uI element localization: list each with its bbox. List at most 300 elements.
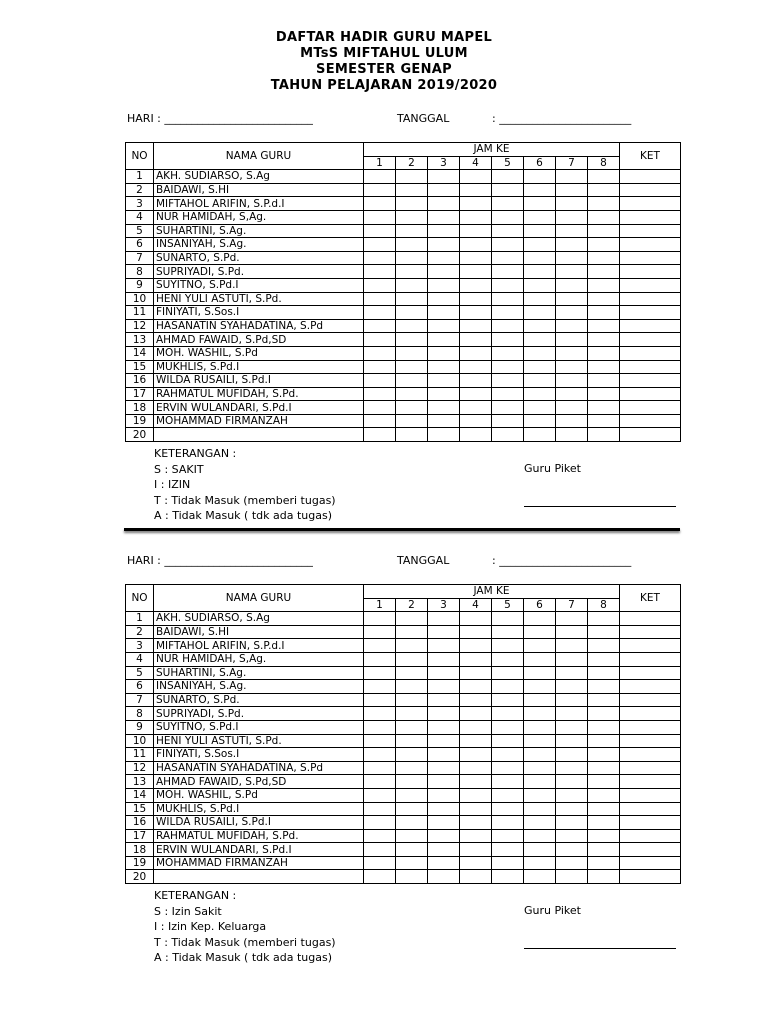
jam-header: 6: [524, 598, 556, 612]
guru-piket-label: Guru Piket: [524, 462, 581, 475]
signature-line: [524, 506, 676, 507]
table-row: [126, 748, 681, 762]
jam-cell: [524, 278, 556, 292]
row-number: 9: [126, 278, 154, 292]
legend-2: [154, 888, 336, 966]
jam-cell: [492, 870, 524, 884]
jam-cell: [396, 625, 428, 639]
jam-cell: [396, 265, 428, 279]
jam-cell: [556, 238, 588, 252]
jam-header: 5: [492, 156, 524, 170]
jam-cell: [460, 829, 492, 843]
jam-header: 4: [460, 156, 492, 170]
table-row: [126, 639, 681, 653]
jam-cell: [460, 652, 492, 666]
row-number: 1: [126, 170, 154, 184]
row-number: 11: [126, 306, 154, 320]
table-row: [126, 652, 681, 666]
jam-cell: [492, 197, 524, 211]
teacher-name: [154, 870, 364, 884]
jam-cell: [556, 319, 588, 333]
jam-cell: [460, 224, 492, 238]
row-number: 15: [126, 360, 154, 374]
table-row: [126, 856, 681, 870]
ket-cell: [620, 693, 681, 707]
ket-cell: [620, 333, 681, 347]
jam-cell: [428, 666, 460, 680]
jam-cell: [396, 680, 428, 694]
jam-cell: [556, 816, 588, 830]
attendance-table-2: [125, 584, 681, 884]
row-number: 3: [126, 639, 154, 653]
ket-cell: [620, 856, 681, 870]
jam-cell: [492, 265, 524, 279]
col-header-jam: JAM KE: [364, 585, 620, 599]
jam-cell: [492, 333, 524, 347]
jam-cell: [364, 843, 396, 857]
teacher-name: ERVIN WULANDARI, S.Pd.I: [154, 843, 364, 857]
jam-cell: [588, 625, 620, 639]
ket-cell: [620, 224, 681, 238]
jam-cell: [492, 183, 524, 197]
teacher-name: MOHAMMAD FIRMANZAH: [154, 414, 364, 428]
jam-cell: [428, 816, 460, 830]
jam-cell: [396, 734, 428, 748]
jam-cell: [556, 788, 588, 802]
ket-cell: [620, 802, 681, 816]
jam-cell: [524, 428, 556, 442]
jam-cell: [396, 333, 428, 347]
jam-cell: [396, 639, 428, 653]
jam-cell: [588, 428, 620, 442]
jam-cell: [460, 170, 492, 184]
ket-cell: [620, 843, 681, 857]
legend-item: A : Tidak Masuk ( tdk ada tugas): [154, 951, 332, 964]
ket-cell: [620, 720, 681, 734]
jam-cell: [364, 265, 396, 279]
jam-cell: [524, 360, 556, 374]
jam-cell: [492, 666, 524, 680]
jam-cell: [524, 319, 556, 333]
jam-cell: [460, 802, 492, 816]
jam-cell: [364, 761, 396, 775]
jam-header: 2: [396, 156, 428, 170]
teacher-name: HENI YULI ASTUTI, S.Pd.: [154, 292, 364, 306]
jam-cell: [364, 856, 396, 870]
ket-cell: [620, 374, 681, 388]
row-number: 18: [126, 843, 154, 857]
row-number: 14: [126, 788, 154, 802]
jam-cell: [492, 374, 524, 388]
jam-cell: [460, 761, 492, 775]
jam-cell: [524, 829, 556, 843]
jam-cell: [428, 775, 460, 789]
ket-cell: [620, 210, 681, 224]
section-divider: [124, 528, 680, 531]
teacher-name: AKH. SUDIARSO, S.Ag: [154, 170, 364, 184]
jam-cell: [396, 238, 428, 252]
jam-cell: [364, 734, 396, 748]
jam-cell: [364, 306, 396, 320]
row-number: 19: [126, 856, 154, 870]
ket-cell: [620, 707, 681, 721]
jam-cell: [524, 401, 556, 415]
ket-cell: [620, 170, 681, 184]
jam-cell: [556, 775, 588, 789]
jam-cell: [524, 170, 556, 184]
jam-cell: [460, 693, 492, 707]
jam-cell: [428, 401, 460, 415]
jam-cell: [396, 428, 428, 442]
jam-cell: [364, 401, 396, 415]
table-row: [126, 346, 681, 360]
jam-cell: [364, 612, 396, 626]
legend-item: S : SAKIT: [154, 462, 204, 476]
jam-cell: [396, 197, 428, 211]
jam-cell: [492, 802, 524, 816]
table-row: [126, 210, 681, 224]
jam-cell: [524, 387, 556, 401]
jam-cell: [492, 775, 524, 789]
jam-cell: [524, 333, 556, 347]
jam-cell: [492, 748, 524, 762]
jam-cell: [588, 251, 620, 265]
row-number: 4: [126, 652, 154, 666]
table-row: [126, 306, 681, 320]
jam-cell: [556, 856, 588, 870]
row-number: 20: [126, 428, 154, 442]
jam-cell: [588, 210, 620, 224]
jam-cell: [396, 306, 428, 320]
jam-cell: [524, 666, 556, 680]
legend-item: S : Izin Sakit: [154, 904, 222, 918]
jam-cell: [556, 292, 588, 306]
jam-cell: [396, 414, 428, 428]
jam-cell: [364, 788, 396, 802]
jam-cell: [556, 333, 588, 347]
jam-cell: [428, 693, 460, 707]
ket-cell: [620, 680, 681, 694]
row-number: 16: [126, 816, 154, 830]
jam-cell: [428, 707, 460, 721]
jam-cell: [588, 748, 620, 762]
jam-cell: [588, 816, 620, 830]
jam-cell: [428, 680, 460, 694]
legend-1: [154, 446, 336, 524]
ket-cell: [620, 761, 681, 775]
jam-cell: [588, 278, 620, 292]
jam-cell: [492, 856, 524, 870]
jam-cell: [556, 720, 588, 734]
jam-cell: [524, 292, 556, 306]
jam-cell: [588, 707, 620, 721]
jam-cell: [460, 625, 492, 639]
ket-cell: [620, 748, 681, 762]
jam-header: 3: [428, 156, 460, 170]
table-row: [126, 251, 681, 265]
table-row: [126, 374, 681, 388]
tanggal-label: TANGGAL: [397, 112, 450, 125]
ket-cell: [620, 870, 681, 884]
ket-cell: [620, 251, 681, 265]
jam-cell: [364, 183, 396, 197]
jam-cell: [460, 612, 492, 626]
row-number: 12: [126, 319, 154, 333]
jam-cell: [524, 775, 556, 789]
jam-cell: [396, 829, 428, 843]
jam-cell: [460, 401, 492, 415]
teacher-name: SUNARTO, S.Pd.: [154, 693, 364, 707]
jam-header: 2: [396, 598, 428, 612]
table-row: [126, 843, 681, 857]
jam-cell: [364, 414, 396, 428]
signature-line: [524, 948, 676, 949]
jam-cell: [428, 652, 460, 666]
title-line-3: SEMESTER GENAP: [316, 62, 452, 77]
jam-cell: [556, 761, 588, 775]
table-row: [126, 360, 681, 374]
jam-cell: [364, 224, 396, 238]
jam-cell: [364, 870, 396, 884]
ket-cell: [620, 414, 681, 428]
table-row: [126, 170, 681, 184]
table-row: [126, 829, 681, 843]
jam-cell: [492, 625, 524, 639]
teacher-name: RAHMATUL MUFIDAH, S.Pd.: [154, 387, 364, 401]
jam-cell: [556, 680, 588, 694]
teacher-name: RAHMATUL MUFIDAH, S.Pd.: [154, 829, 364, 843]
jam-cell: [492, 401, 524, 415]
ket-cell: [620, 816, 681, 830]
table-row: [126, 197, 681, 211]
legend-heading: KETERANGAN :: [154, 447, 237, 460]
ket-cell: [620, 775, 681, 789]
jam-cell: [556, 693, 588, 707]
ket-cell: [620, 278, 681, 292]
col-header-ket: KET: [620, 585, 681, 612]
jam-cell: [524, 224, 556, 238]
jam-cell: [396, 802, 428, 816]
jam-cell: [556, 707, 588, 721]
tanggal-field: : ________________________: [492, 554, 632, 567]
jam-cell: [396, 870, 428, 884]
jam-cell: [460, 870, 492, 884]
table-row: [126, 183, 681, 197]
jam-cell: [588, 639, 620, 653]
jam-cell: [396, 210, 428, 224]
table-row: [126, 428, 681, 442]
jam-cell: [492, 761, 524, 775]
jam-cell: [428, 720, 460, 734]
jam-cell: [396, 170, 428, 184]
col-header-nama: NAMA GURU: [154, 585, 364, 612]
table-row: [126, 265, 681, 279]
jam-cell: [588, 720, 620, 734]
teacher-name: SUHARTINI, S.Ag.: [154, 224, 364, 238]
jam-cell: [364, 251, 396, 265]
jam-cell: [524, 265, 556, 279]
jam-cell: [428, 333, 460, 347]
jam-cell: [588, 265, 620, 279]
jam-cell: [492, 652, 524, 666]
table-row: [126, 761, 681, 775]
jam-cell: [428, 428, 460, 442]
teacher-name: SUPRIYADI, S.Pd.: [154, 265, 364, 279]
jam-cell: [396, 788, 428, 802]
table-row: [126, 238, 681, 252]
jam-cell: [524, 720, 556, 734]
table-row: [126, 414, 681, 428]
teacher-name: MOH. WASHIL, S.Pd: [154, 346, 364, 360]
jam-cell: [492, 693, 524, 707]
jam-cell: [588, 346, 620, 360]
teacher-name: SUPRIYADI, S.Pd.: [154, 707, 364, 721]
col-header-no: NO: [126, 143, 154, 170]
row-number: 8: [126, 707, 154, 721]
jam-cell: [396, 693, 428, 707]
jam-cell: [396, 251, 428, 265]
jam-cell: [396, 652, 428, 666]
jam-cell: [428, 870, 460, 884]
jam-cell: [364, 346, 396, 360]
row-number: 11: [126, 748, 154, 762]
ket-cell: [620, 265, 681, 279]
ket-cell: [620, 788, 681, 802]
jam-header: 1: [364, 598, 396, 612]
row-number: 7: [126, 251, 154, 265]
row-number: 2: [126, 625, 154, 639]
jam-cell: [556, 197, 588, 211]
teacher-name: HASANATIN SYAHADATINA, S.Pd: [154, 319, 364, 333]
jam-cell: [556, 625, 588, 639]
teacher-name: ERVIN WULANDARI, S.Pd.I: [154, 401, 364, 415]
jam-cell: [460, 183, 492, 197]
jam-cell: [460, 734, 492, 748]
jam-cell: [460, 788, 492, 802]
teacher-name: WILDA RUSAILI, S.Pd.I: [154, 374, 364, 388]
jam-cell: [396, 816, 428, 830]
jam-cell: [364, 666, 396, 680]
jam-cell: [428, 639, 460, 653]
jam-cell: [492, 319, 524, 333]
table-row: [126, 720, 681, 734]
jam-cell: [524, 612, 556, 626]
ket-cell: [620, 625, 681, 639]
jam-cell: [428, 238, 460, 252]
teacher-name: HASANATIN SYAHADATINA, S.Pd: [154, 761, 364, 775]
jam-cell: [524, 374, 556, 388]
jam-cell: [588, 333, 620, 347]
jam-cell: [428, 251, 460, 265]
jam-cell: [396, 707, 428, 721]
row-number: 1: [126, 612, 154, 626]
row-number: 4: [126, 210, 154, 224]
jam-cell: [396, 387, 428, 401]
jam-cell: [556, 265, 588, 279]
row-number: 8: [126, 265, 154, 279]
jam-cell: [492, 720, 524, 734]
teacher-name: NUR HAMIDAH, S,Ag.: [154, 210, 364, 224]
jam-cell: [588, 374, 620, 388]
jam-cell: [428, 360, 460, 374]
jam-cell: [588, 360, 620, 374]
jam-cell: [364, 707, 396, 721]
jam-cell: [396, 720, 428, 734]
jam-cell: [428, 761, 460, 775]
jam-cell: [460, 197, 492, 211]
jam-cell: [428, 414, 460, 428]
jam-cell: [524, 802, 556, 816]
row-number: 5: [126, 224, 154, 238]
teacher-name: INSANIYAH, S.Ag.: [154, 680, 364, 694]
jam-cell: [588, 183, 620, 197]
row-number: 12: [126, 761, 154, 775]
ket-cell: [620, 197, 681, 211]
jam-cell: [524, 414, 556, 428]
jam-cell: [460, 387, 492, 401]
jam-cell: [364, 387, 396, 401]
jam-header: 8: [588, 156, 620, 170]
jam-cell: [396, 612, 428, 626]
jam-cell: [588, 170, 620, 184]
row-number: 7: [126, 693, 154, 707]
jam-cell: [396, 856, 428, 870]
jam-cell: [428, 306, 460, 320]
table-row: [126, 802, 681, 816]
jam-cell: [492, 251, 524, 265]
ket-cell: [620, 387, 681, 401]
jam-cell: [492, 278, 524, 292]
jam-cell: [524, 639, 556, 653]
tanggal-field: : ________________________: [492, 112, 632, 125]
jam-header: 5: [492, 598, 524, 612]
jam-cell: [556, 843, 588, 857]
jam-cell: [556, 224, 588, 238]
jam-cell: [492, 639, 524, 653]
jam-cell: [524, 870, 556, 884]
jam-cell: [556, 346, 588, 360]
jam-cell: [428, 748, 460, 762]
col-header-ket: KET: [620, 143, 681, 170]
jam-header: 7: [556, 598, 588, 612]
jam-cell: [556, 306, 588, 320]
jam-cell: [460, 346, 492, 360]
jam-cell: [588, 870, 620, 884]
jam-cell: [556, 870, 588, 884]
row-number: 6: [126, 238, 154, 252]
jam-cell: [588, 652, 620, 666]
jam-cell: [460, 775, 492, 789]
jam-cell: [556, 401, 588, 415]
jam-cell: [460, 720, 492, 734]
jam-cell: [524, 652, 556, 666]
jam-cell: [556, 428, 588, 442]
jam-cell: [524, 680, 556, 694]
jam-cell: [364, 693, 396, 707]
ket-cell: [620, 183, 681, 197]
jam-cell: [556, 210, 588, 224]
teacher-name: WILDA RUSAILI, S.Pd.I: [154, 816, 364, 830]
ket-cell: [620, 428, 681, 442]
jam-cell: [588, 387, 620, 401]
row-number: 17: [126, 387, 154, 401]
table-row: [126, 612, 681, 626]
jam-cell: [492, 238, 524, 252]
jam-cell: [556, 748, 588, 762]
jam-cell: [524, 843, 556, 857]
jam-cell: [460, 210, 492, 224]
jam-cell: [396, 292, 428, 306]
